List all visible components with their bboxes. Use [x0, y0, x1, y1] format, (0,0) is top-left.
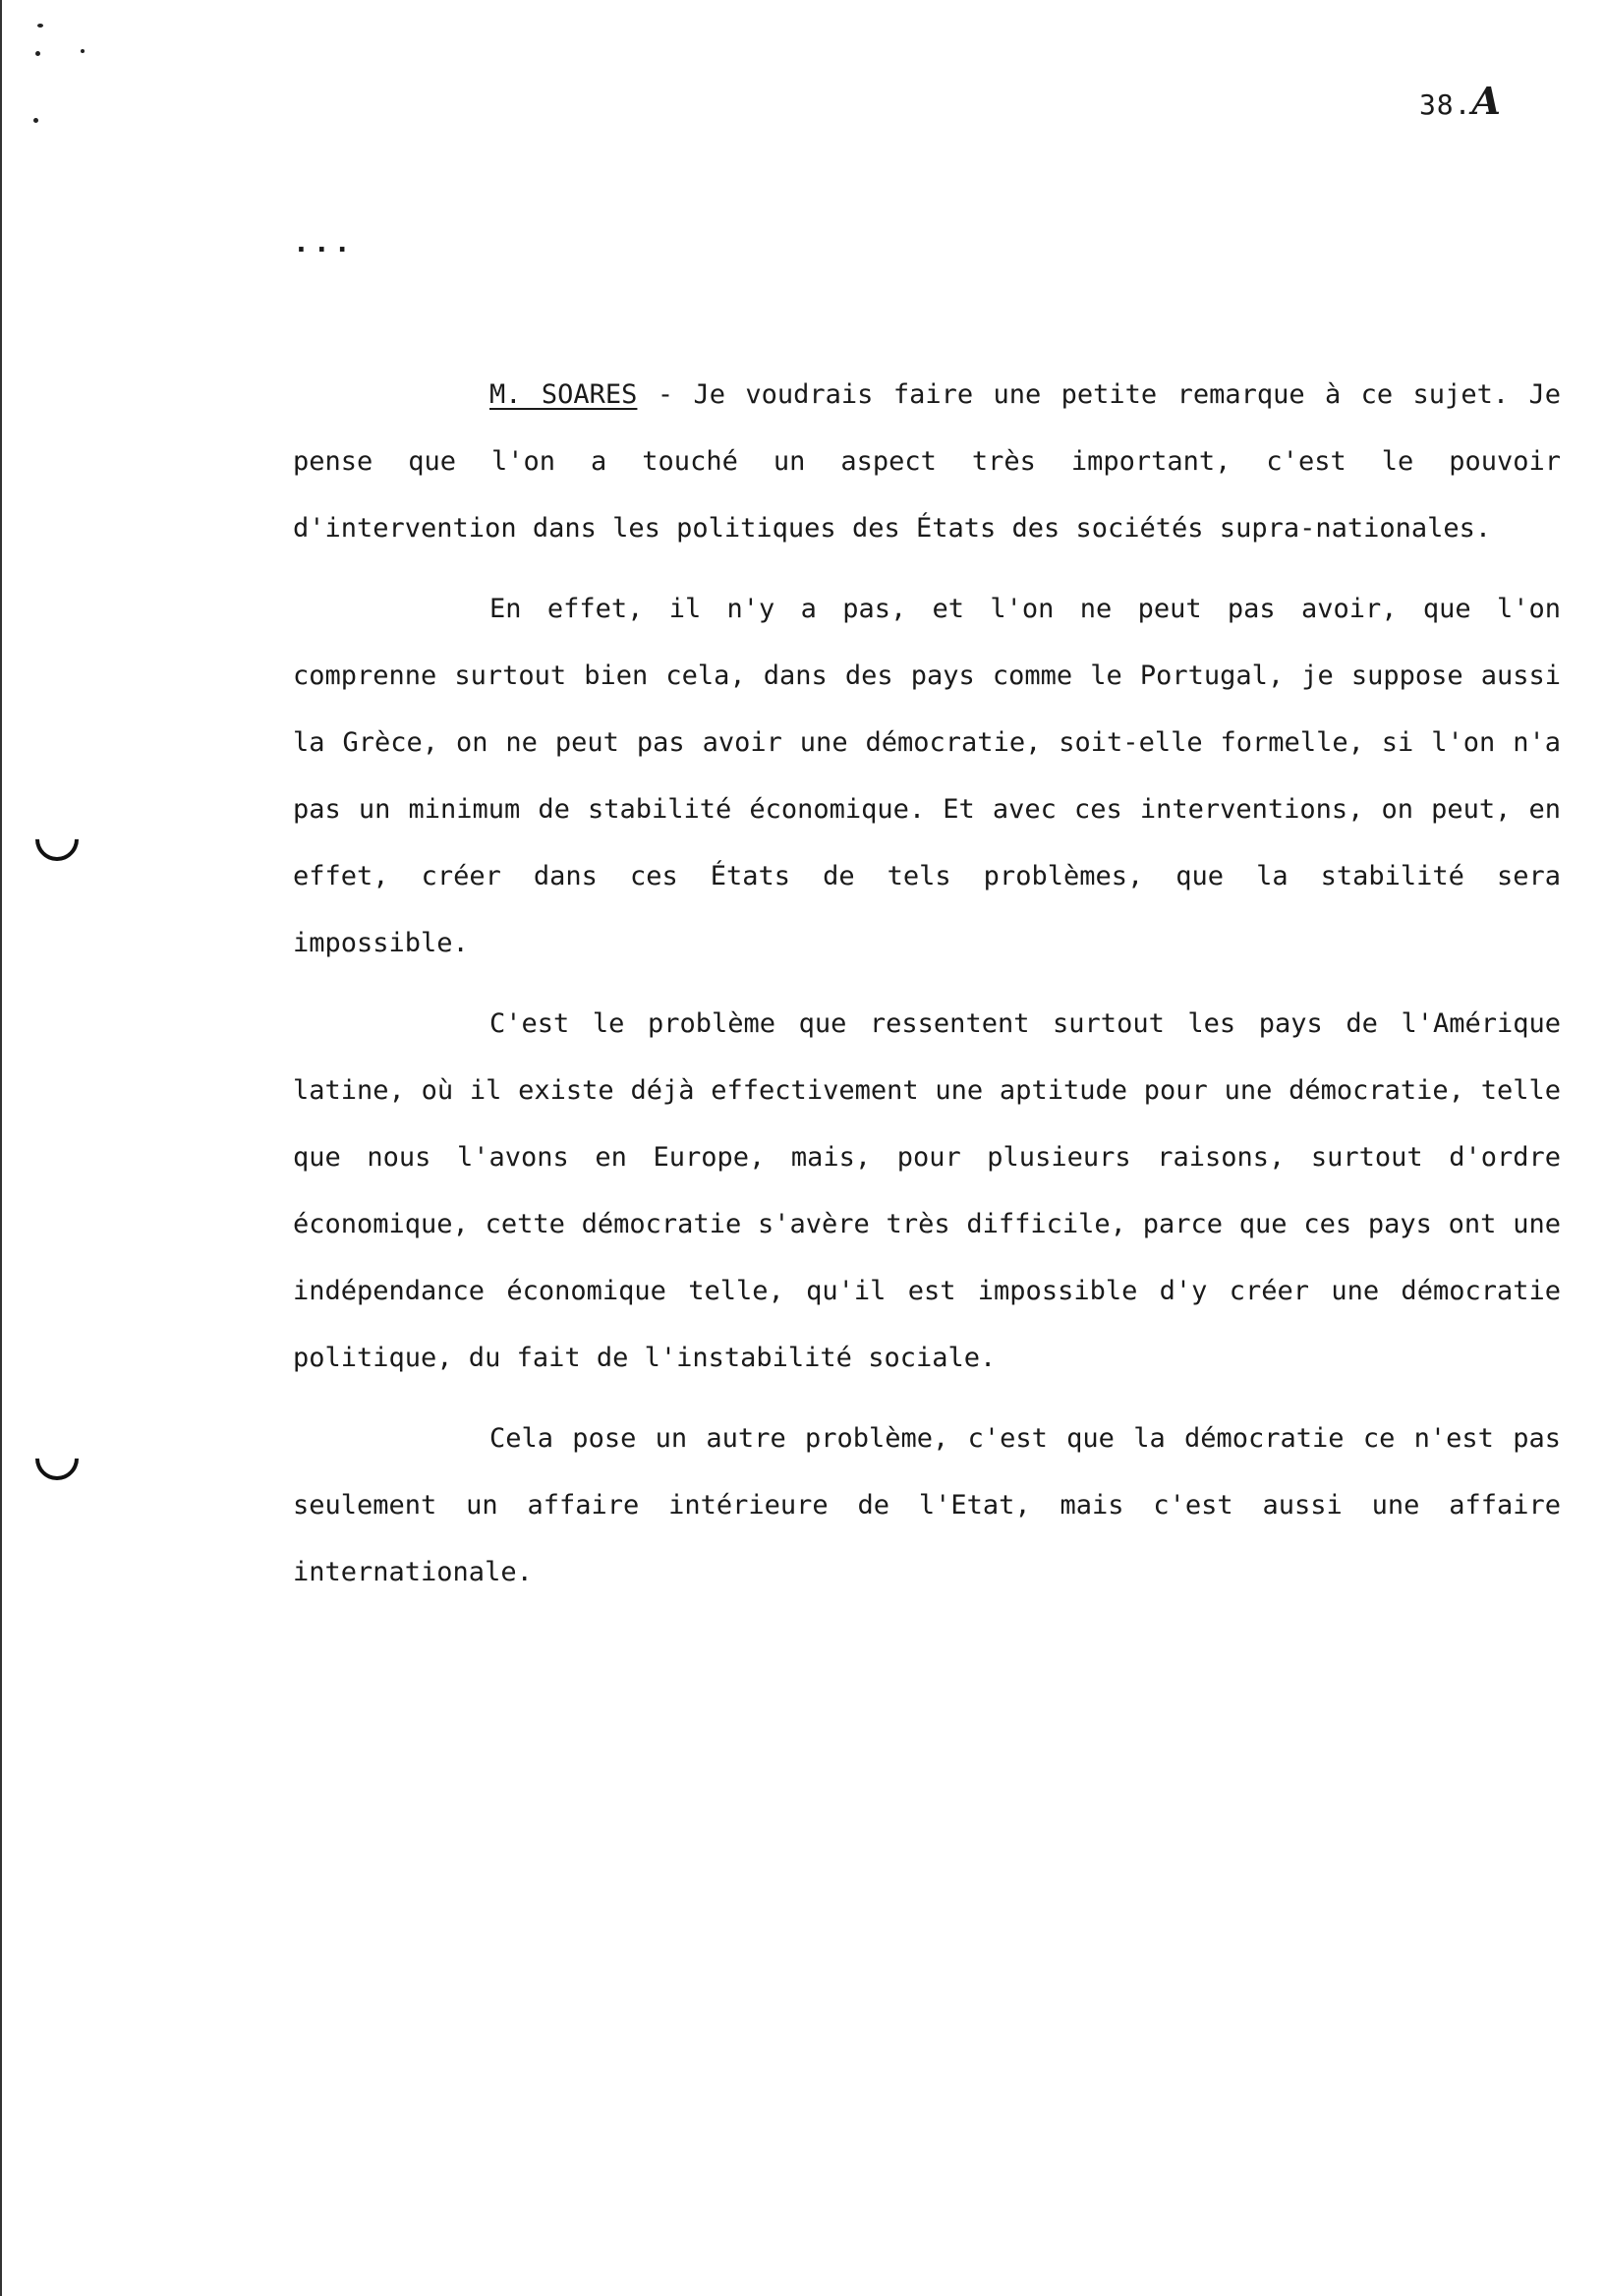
transcript-body: [293, 362, 1561, 1620]
scan-speck: [35, 51, 40, 56]
speaker-name: M. SOARES: [489, 379, 638, 410]
margin-binder-mark: [27, 1428, 87, 1489]
paragraph: C'est le problème que ressentent surtout les pays de l'Amérique latine, où il existe déjà effectivement une aptitude pour une démocratie, telle que nous l'avons en Europe, mais, pour plusieurs raisons, surtout d'ordre économique, cette démocratie s'avère très difficile, parce que ces pays ont une indépendance économique telle, qu'il est impossible d'y créer une démocratie politique, du fait de l'instabilité sociale.: [293, 1008, 1561, 1373]
page-number: [1419, 79, 1502, 123]
scan-speck: [37, 24, 43, 28]
paragraph: En effet, il n'y a pas, et l'on ne peut pas avoir, que l'on comprenne surtout bien cela, dans des pays comme le Portugal, je suppose aussi la Grèce, on ne peut pas avoir une démocratie, soit-elle formelle, si l'on n'a pas un minimum de stabilité économique. Et avec ces interventions, on peut, en effet, créer dans ces États de tels problèmes, que la stabilité sera impossible.: [293, 594, 1561, 958]
paragraph: Cela pose un autre problème, c'est que la démocratie ce n'est pas seulement un affaire intérieure de l'Etat, mais c'est aussi une affaire internationale.: [293, 1423, 1561, 1587]
continuation-ellipsis: ...: [293, 226, 355, 258]
margin-binder-mark: [27, 809, 87, 870]
paragraph-text: - Je voudrais faire une petite remarque à ce sujet. Je pense que l'on a touché un aspect très important, c'est le pouvoir d'intervention dans les politiques des États des sociétés supra-nationales.: [293, 379, 1561, 544]
scan-speck: [81, 49, 85, 53]
page-number-value: 38.: [1418, 88, 1472, 121]
page-number-annotation: A: [1471, 79, 1502, 123]
scan-speck: [33, 118, 38, 123]
paragraph: [293, 362, 1561, 562]
